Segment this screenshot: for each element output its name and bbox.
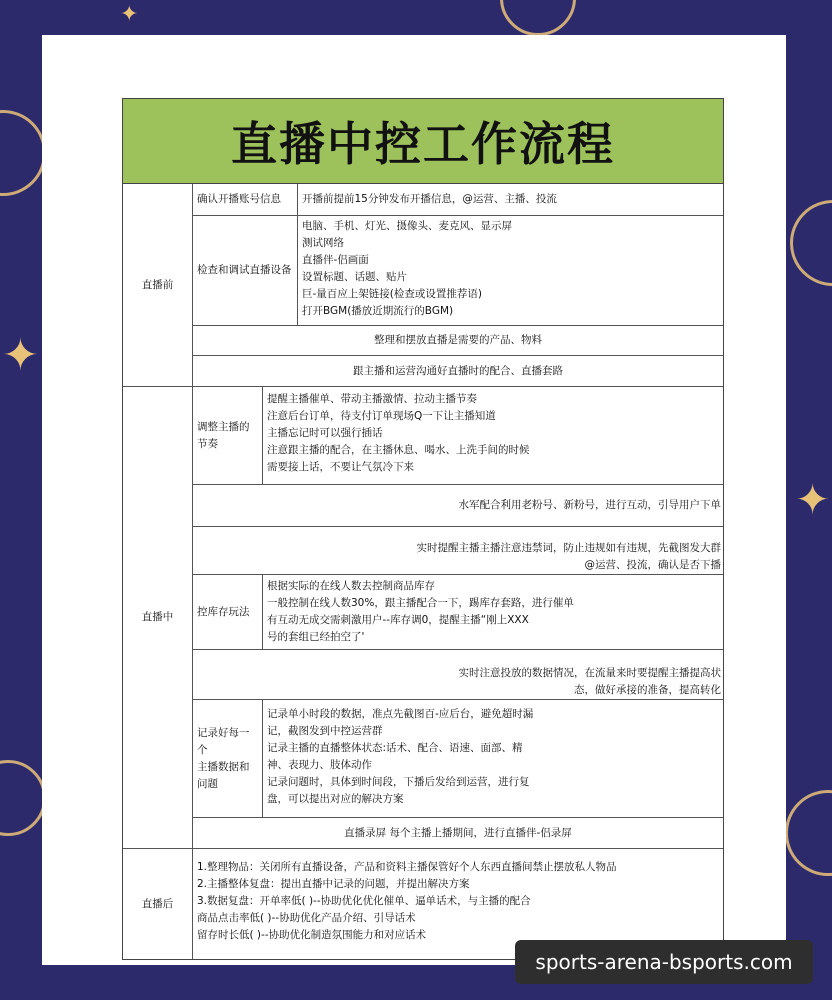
- label-line: 主播数据和: [197, 760, 250, 773]
- label-line: 记录好每一: [197, 726, 250, 739]
- decorative-swirl: [0, 760, 46, 836]
- row-label-record-data: [193, 700, 263, 818]
- text-line: 注意跟主播的配合，在主播休息、喝水、上洗手间的时候: [267, 444, 530, 456]
- text-line: 电脑、手机、灯光、摄像头、麦克风、显示屏: [302, 220, 512, 232]
- text-line: 1.整理物品：关闭所有直播设备，产品和资料主播保管好个人东西直播间禁止摆放私人物品: [197, 861, 617, 873]
- text-line: 神、表现力、肢体动作: [267, 759, 372, 771]
- text-line: 盘，可以提出对应的解决方案: [267, 793, 404, 805]
- row-text-confirm-account: [298, 184, 723, 216]
- label-line: 节奏: [197, 437, 218, 450]
- row-text-communicate: 跟主播和运营沟通好直播时的配合、直播套路: [193, 356, 723, 387]
- text-line: 巨-量百应上架链接(检查或设置推荐语): [302, 288, 482, 300]
- row-text-check-devices: [298, 216, 723, 326]
- label-line: 调整主播的: [197, 420, 250, 433]
- text-line: 需要接上话，不要让气氛冷下来: [267, 461, 414, 473]
- text-line: 实时提醒主播主播注意违禁词，防止违规如有违规，先截图发大群: [416, 542, 721, 554]
- stage-before: 直播前: [123, 184, 193, 387]
- row-text-prepare-products: 整理和摆放直播是需要的产品、物料: [193, 326, 723, 356]
- text-line: 主播忘记时可以强行插话: [267, 427, 383, 439]
- sparkle-icon: ✦: [120, 2, 139, 27]
- text-line: 记，截图发到中控运营群: [267, 725, 383, 737]
- watermark-label: sports-arena-bsports.com: [515, 940, 813, 984]
- text-line: 号的套组已经拍空了': [267, 631, 365, 643]
- text-line: 设置标题、话题、贴片: [302, 271, 407, 283]
- row-text-inventory: [263, 575, 723, 650]
- page-title: 直播中控工作流程: [123, 99, 723, 184]
- row-text-record-data: [263, 700, 723, 818]
- stage-during: 直播中: [123, 387, 193, 849]
- row-text-traffic: [193, 650, 723, 700]
- stage-after: 直播后: [123, 849, 193, 959]
- workflow-table: [122, 98, 724, 960]
- text-line: 测试网络: [302, 237, 344, 249]
- decorative-swirl: [0, 110, 46, 196]
- text-line: @运营、投流，确认是否下播: [584, 559, 721, 571]
- sparkle-icon: ✦: [795, 475, 831, 524]
- row-label-check-devices: 检查和调试直播设备: [193, 216, 298, 326]
- label-line: 问题: [197, 777, 218, 790]
- text-line: 态，做好承接的准备，提高转化: [574, 684, 721, 696]
- text-line: 打开BGM(播放近期流行的BGM): [302, 305, 454, 317]
- text-line: 记录问题时，具体到时间段，下播后发给到运营，进行复: [267, 776, 530, 788]
- text-line: 根据实际的在线人数去控制商品库存: [267, 580, 435, 592]
- row-label-inventory: 控库存玩法: [193, 575, 263, 650]
- text-line: 有互动无成交需刺激用户--库存调0，提醒主播“刚上XXX: [267, 614, 529, 626]
- decorative-swirl: [790, 200, 832, 286]
- decorative-swirl: [785, 790, 832, 876]
- text-line: 提醒主播催单、带动主播激情、拉动主播节奏: [267, 393, 477, 405]
- text-line: 记录单小时段的数据，准点先截图百-应后台，避免超时漏: [267, 708, 534, 720]
- sparkle-icon: ✦: [2, 330, 39, 381]
- row-text-screen-record: 直播录屏 每个主播上播期间，进行直播伴-侣录屏: [193, 818, 723, 849]
- text-line: 开播前提前15分钟发布开播信息，@运营、主播、投流: [302, 193, 557, 205]
- text-line: 直播伴-侣画面: [302, 254, 369, 266]
- text-line: 记录主播的直播整体状态:话术、配合、语速、面部、精: [267, 742, 523, 754]
- text-line: 留存时长低( )--协助优化制造氛围能力和对应话术: [197, 929, 427, 941]
- row-label-confirm-account: 确认开播账号信息: [193, 184, 298, 216]
- text-line: 实时注意投放的数据情况，在流量来时要提醒主播提高状: [458, 667, 721, 679]
- text-line: 一般控制在线人数30%，跟主播配合一下，踢库存套路，进行催单: [267, 597, 574, 609]
- text-line: 2.主播整体复盘：提出直播中记录的问题，并提出解决方案: [197, 878, 470, 890]
- decorative-swirl: [500, 0, 576, 36]
- row-label-adjust-rhythm: [193, 387, 263, 485]
- text-line: 3.数据复盘：开单率低( )--协助优化优化催单、逼单话术，与主播的配合: [197, 895, 531, 907]
- document-sheet: [42, 35, 786, 965]
- text-line: 商品点击率低( )--协助优化产品介绍、引导话术: [197, 912, 416, 924]
- row-text-adjust-rhythm: [263, 387, 723, 485]
- row-text-banned-words: [193, 527, 723, 575]
- row-text-interaction: 水军配合利用老粉号、新粉号，进行互动，引导用户下单: [193, 485, 723, 527]
- label-line: 个: [197, 743, 208, 756]
- text-line: 注意后台订单，待支付订单现场Q一下让主播知道: [267, 410, 496, 422]
